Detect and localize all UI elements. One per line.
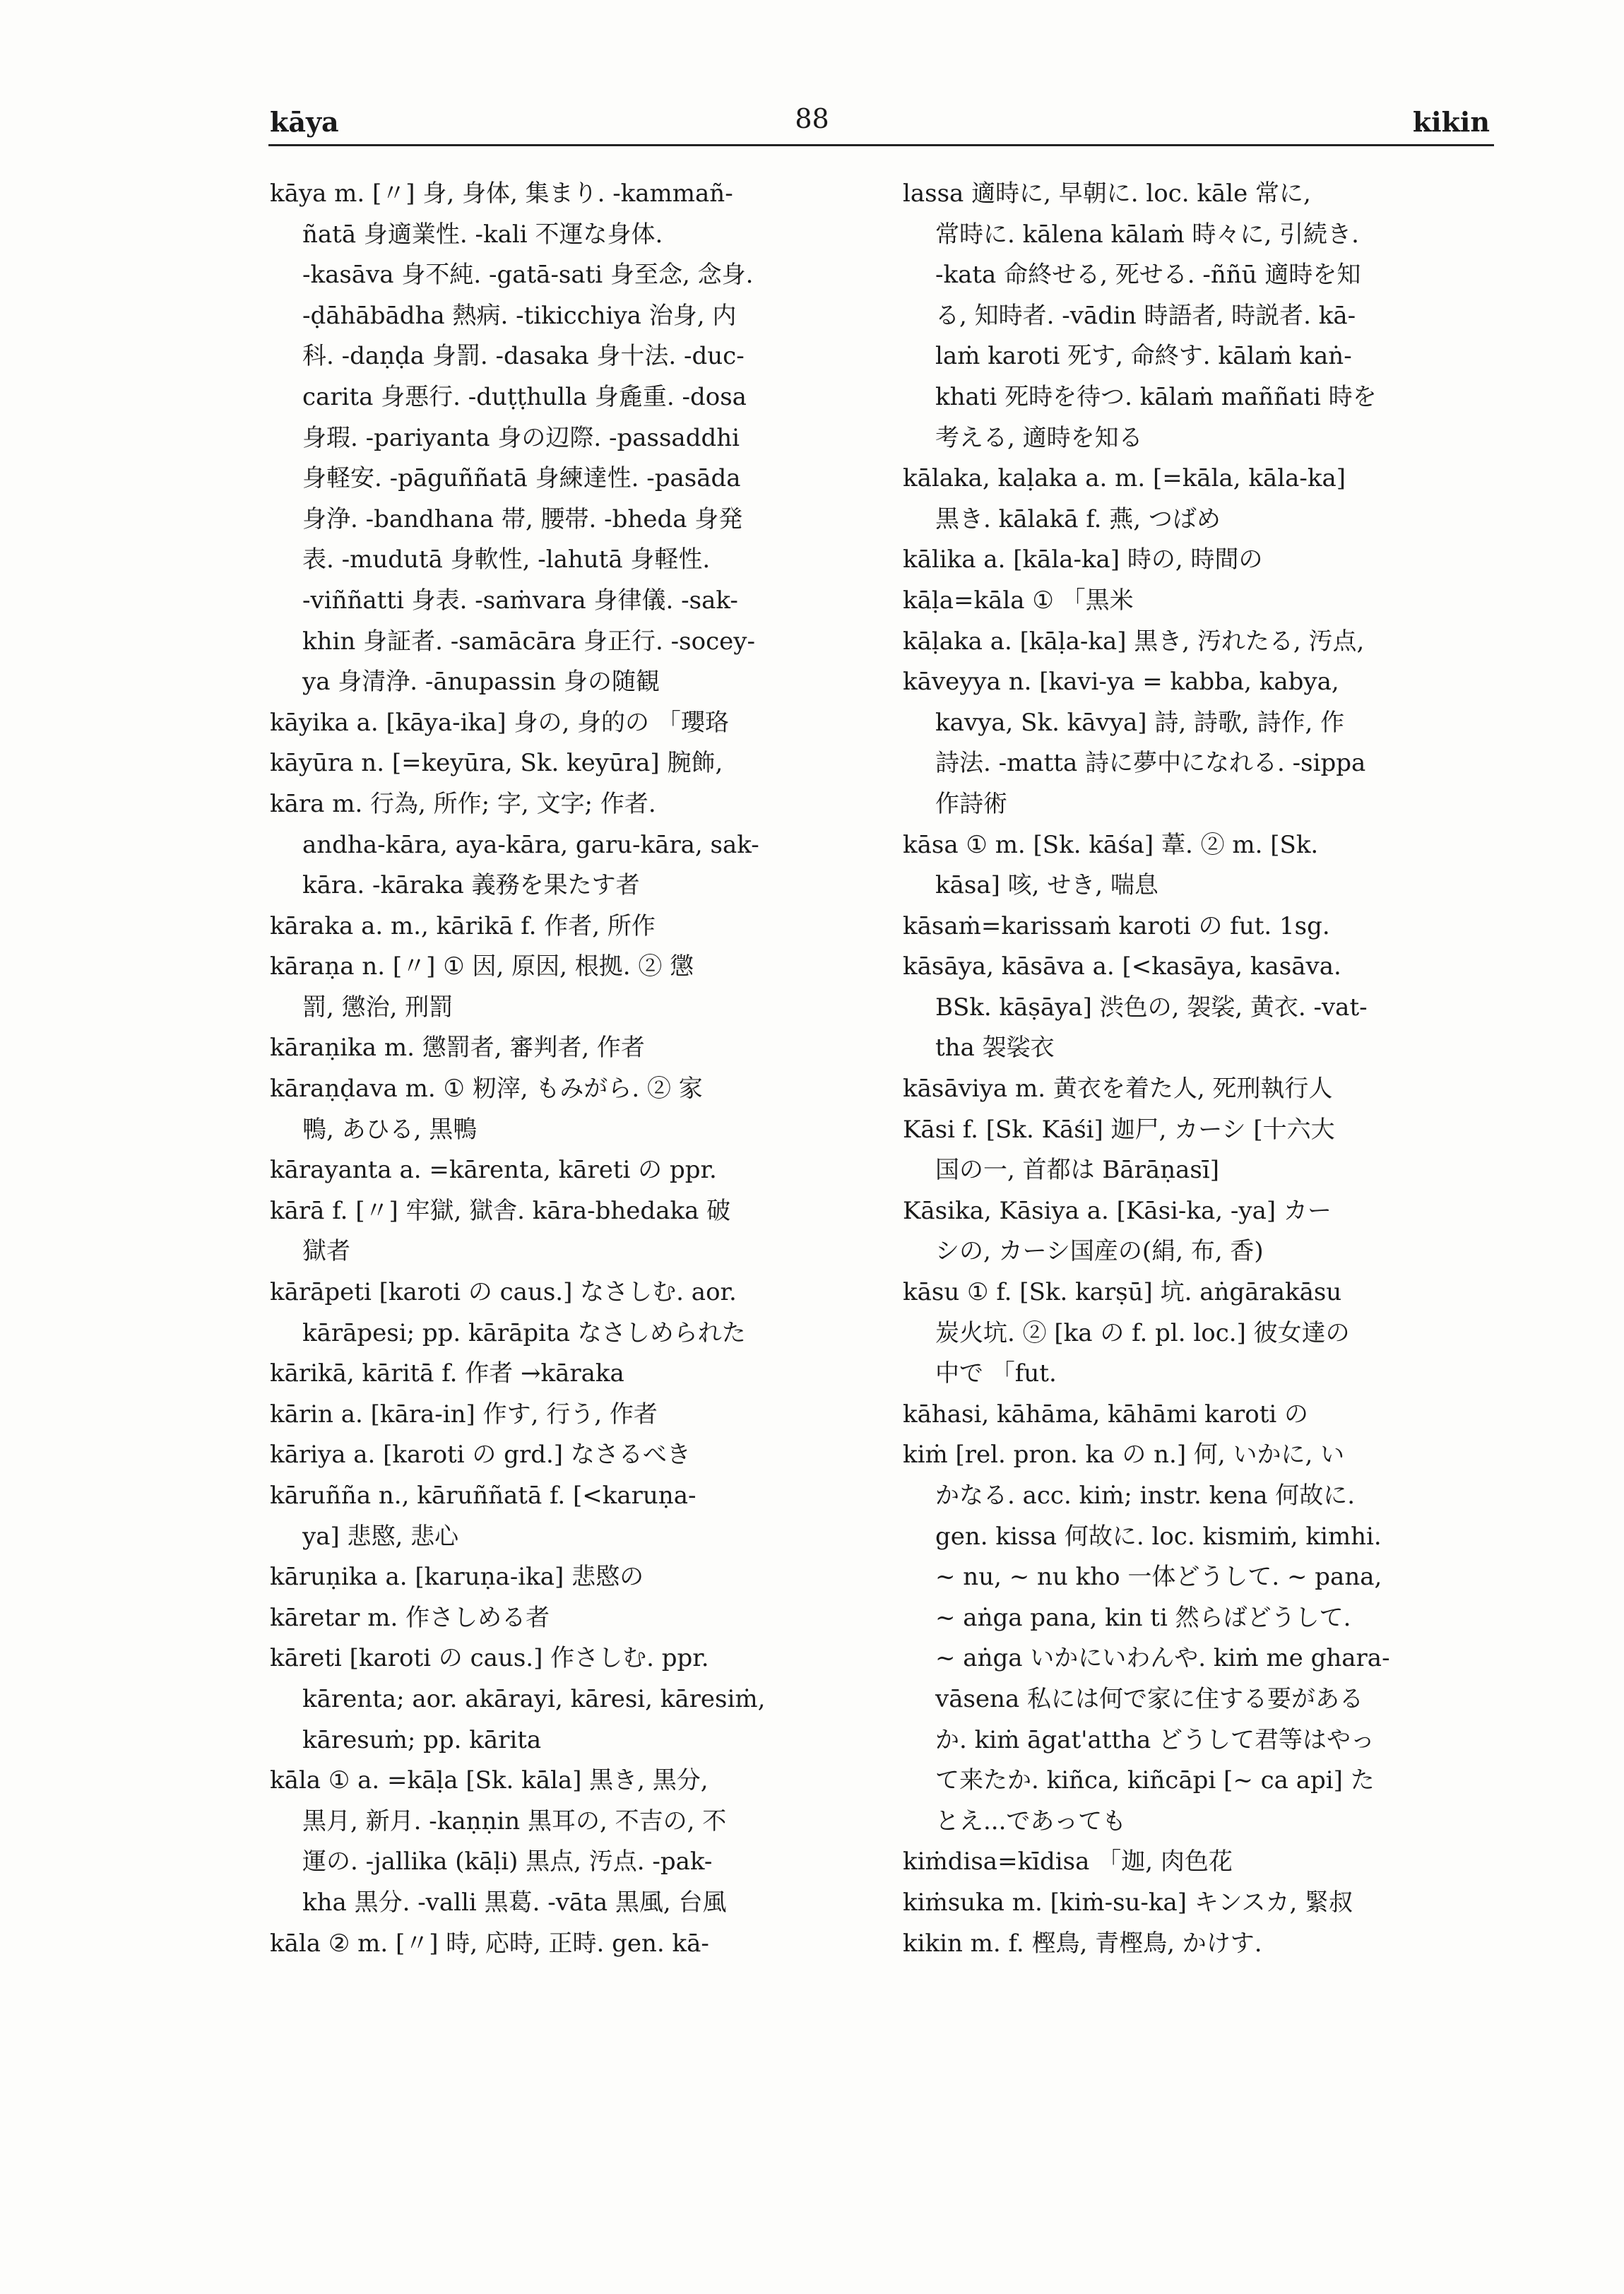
entry-headline: kāruṇika a. [karuṇa-ika] 悲愍の <box>270 1563 644 1592</box>
entry-headline: kārayanta a. =kārenta, kāreti の ppr. <box>270 1156 717 1185</box>
entry-continuation-line: ~ aṅga pana, kin ti 然らばどうして. <box>935 1603 1351 1632</box>
entry-headline: kiṁ [rel. pron. ka の n.] 何, いかに, い <box>903 1441 1345 1470</box>
entry-continuation-line: kāresuṁ; pp. kārita <box>302 1725 542 1754</box>
dictionary-entry <box>903 622 1503 663</box>
entry-headline: kārāpeti [karoti の caus.] なさしむ. aor. <box>270 1278 737 1307</box>
dictionary-entry <box>903 459 1503 540</box>
entry-continuation-line: 身浄. -bandhana 帯, 腰帯. -bheda 身発 <box>302 504 743 533</box>
entry-headline: Kāsi f. [Sk. Kāśi] 迦尸, カーシ [十六大 <box>903 1115 1335 1144</box>
dictionary-entry <box>903 540 1503 581</box>
entry-continuation-line: る, 知時者. -vādin 時語者, 時説者. kā- <box>935 301 1356 330</box>
entry-headline: kālika a. [kāla-ka] 時の, 時間の <box>903 545 1263 574</box>
entry-continuation-line: ya 身清浄. -ānupassin 身の随観 <box>302 668 660 697</box>
entry-continuation-line: か. kiṁ āgat'attha どうして君等はやっ <box>935 1725 1375 1754</box>
entry-continuation-line: 黒月, 新月. -kaṇṇin 黒耳の, 不吉の, 不 <box>302 1807 727 1835</box>
dictionary-entry <box>270 743 870 784</box>
entry-continuation-line: ~ nu, ~ nu kho 一体どうして. ~ pana, <box>935 1563 1382 1592</box>
entry-continuation-line: 罰, 懲治, 刑罰 <box>302 993 454 1022</box>
header-rule <box>268 144 1494 146</box>
dictionary-entry <box>270 1598 870 1639</box>
entry-headline: kārā f. [〃] 牢獄, 獄舎. kāra-bhedaka 破 <box>270 1196 731 1225</box>
entry-continuation-line: かなる. acc. kiṁ; instr. kena 何故に. <box>935 1482 1356 1510</box>
entry-headline: kāveyya n. [kavi-ya = kabba, kabya, <box>903 668 1339 697</box>
entry-continuation-line: carita 身悪行. -duṭṭhulla 身麁重. -dosa <box>302 382 747 411</box>
entry-headline: kāsaṁ=karissaṁ karoti の fut. 1sg. <box>903 911 1330 940</box>
dictionary-entry <box>270 703 870 744</box>
entry-continuation-line: 表. -mudutā 身軟性, -lahutā 身軽性. <box>302 545 711 574</box>
entry-continuation-line: BSk. kāṣāya] 渋色の, 袈裟, 黄衣. -vat- <box>935 993 1368 1022</box>
entry-continuation-line: kāsa] 咳, せき, 喘息 <box>935 871 1158 900</box>
entry-continuation-line: andha-kāra, aya-kāra, garu-kāra, sak- <box>302 830 759 859</box>
header-left-guideword: kāya <box>270 106 339 138</box>
entry-continuation-line: 身瑕. -pariyanta 身の辺際. -passaddhi <box>302 423 740 452</box>
entry-continuation-line: laṁ karoti 死す, 命終す. kālaṁ kaṅ- <box>935 342 1352 371</box>
entry-headline: kāretar m. 作さしめる者 <box>270 1603 550 1632</box>
entry-headline: kāra m. 行為, 所作; 字, 文字; 作者. <box>270 789 656 818</box>
entry-continuation-line: -kasāva 身不純. -gatā-sati 身至念, 念身. <box>302 261 754 290</box>
entry-continuation-line: て来たか. kiñca, kiñcāpi [~ ca api] た <box>935 1766 1375 1795</box>
dictionary-entry <box>270 1761 870 1923</box>
entry-headline: kāya m. [〃] 身, 身体, 集まり. -kammañ- <box>270 179 733 208</box>
dictionary-entry <box>270 1069 870 1150</box>
dictionary-entry <box>903 1395 1503 1436</box>
entry-continuation-line: ya] 悲愍, 悲心 <box>302 1522 459 1551</box>
entry-continuation-line: 身軽安. -pāguññatā 身練達性. -pasāda <box>302 464 741 493</box>
dictionary-entry <box>270 1476 870 1557</box>
dictionary-entry <box>903 174 1503 459</box>
dictionary-entry <box>270 174 870 703</box>
page-number: 88 <box>795 103 829 134</box>
entry-headline: kāḷa=kāla ① 「黒米 <box>903 586 1134 615</box>
dictionary-entry <box>903 662 1503 824</box>
entry-continuation-line: シの, カーシ国産の(絹, 布, 香) <box>935 1237 1264 1266</box>
dictionary-entry <box>903 1842 1503 1883</box>
entry-headline: kāyika a. [kāya-ika] 身の, 身的の 「瓔珞 <box>270 708 729 737</box>
entry-headline: kāsāya, kāsāva a. [<kasāya, kasāva. <box>903 952 1341 981</box>
entry-continuation-line: kavya, Sk. kāvya] 詩, 詩歌, 詩作, 作 <box>935 708 1345 737</box>
entry-headline: kāyūra n. [=keyūra, Sk. keyūra] 腕飾, <box>270 749 723 778</box>
entry-continuation-line: -viññatti 身表. -saṁvara 身律儀. -sak- <box>302 586 738 615</box>
dictionary-entry <box>270 784 870 906</box>
entry-continuation-line: 国の一, 首都は Bārāṇasī] <box>935 1156 1219 1185</box>
entry-headline: kālaka, kaḷaka a. m. [=kāla, kāla-ka] <box>903 464 1346 493</box>
dictionary-entry <box>270 1272 870 1354</box>
dictionary-entry <box>903 906 1503 947</box>
entry-continuation-line: ~ aṅga いかにいわんや. kiṁ me ghara- <box>935 1644 1390 1673</box>
dictionary-entry <box>270 1924 870 1965</box>
entry-headline: kāraṇika m. 懲罰者, 審判者, 作者 <box>270 1034 645 1063</box>
entry-headline: kāreti [karoti の caus.] 作さしむ. ppr. <box>270 1644 709 1673</box>
dictionary-entry <box>903 947 1503 1069</box>
dictionary-entry <box>903 1191 1503 1272</box>
entry-headline: kāriya a. [karoti の grd.] なさるべき <box>270 1441 691 1470</box>
dictionary-entry <box>903 581 1503 622</box>
entry-headline: kiṁdisa=kīdisa 「迦, 肉色花 <box>903 1847 1233 1876</box>
entry-continuation-line: 科. -daṇḍa 身罰. -dasaka 身十法. -duc- <box>302 342 745 371</box>
entry-headline: kārikā, kāritā f. 作者 →kāraka <box>270 1359 624 1388</box>
entry-continuation-line: 作詩術 <box>935 789 1007 818</box>
dictionary-entry <box>270 1557 870 1598</box>
entry-continuation-line: kāra. -kāraka 義務を果たす者 <box>302 871 640 900</box>
entry-continuation-line: 鴨, あひる, 黒鴨 <box>302 1115 478 1144</box>
entry-continuation-line: 中で 「fut. <box>935 1359 1057 1388</box>
dictionary-entry <box>270 1150 870 1191</box>
entry-continuation-line: 運の. -jallika (kāḷi) 黒点, 汚点. -pak- <box>302 1847 713 1876</box>
entry-headline: kāraka a. m., kārikā f. 作者, 所作 <box>270 911 656 940</box>
entry-continuation-line: 常時に. kālena kālaṁ 時々に, 引続き. <box>935 220 1359 249</box>
entry-continuation-line: kārenta; aor. akārayi, kāresi, kāresiṁ, <box>302 1684 766 1713</box>
entry-continuation-line: kārāpesi; pp. kārāpita なさしめられた <box>302 1318 746 1347</box>
entry-headline: Kāsika, Kāsiya a. [Kāsi-ka, -ya] カー <box>903 1196 1332 1225</box>
dictionary-entry <box>903 1272 1503 1395</box>
dictionary-entry <box>270 1638 870 1761</box>
dictionary-entry <box>270 1395 870 1436</box>
entry-continuation-line: tha 袈裟衣 <box>935 1034 1055 1063</box>
entry-headline: kāruñña n., kāruññatā f. [<karuṇa- <box>270 1482 697 1510</box>
entry-continuation-line: 黒き. kālakā f. 燕, つばめ <box>935 504 1221 533</box>
dictionary-entry <box>903 825 1503 906</box>
entry-continuation-line: khin 身証者. -samācāra 身正行. -socey- <box>302 627 755 656</box>
entry-continuation-line: 考える, 適時を知る <box>935 423 1143 452</box>
dictionary-entry <box>903 1883 1503 1924</box>
entry-continuation-line: -ḍāhābādha 熱病. -tikicchiya 治身, 内 <box>302 301 737 330</box>
entry-headline: kāla ① a. =kāḷa [Sk. kāla] 黒き, 黒分, <box>270 1766 709 1795</box>
dictionary-entry <box>903 1924 1503 1965</box>
entry-continuation-line: khati 死時を待つ. kālaṁ maññati 時を <box>935 382 1377 411</box>
header-right-guideword: kikin <box>1412 106 1490 138</box>
entry-headline: kāḷaka a. [kāḷa-ka] 黒き, 汚れたる, 汚点, <box>903 627 1365 656</box>
entry-headline: kāla ② m. [〃] 時, 応時, 正時. gen. kā- <box>270 1929 709 1958</box>
dictionary-entry <box>270 1435 870 1476</box>
entry-headline: kārin a. [kāra-in] 作す, 行う, 作者 <box>270 1400 658 1429</box>
entry-continuation-line: -kata 命終せる, 死せる. -ññū 適時を知 <box>935 261 1361 290</box>
entry-continuation-line: 獄者 <box>302 1237 350 1266</box>
dictionary-entry <box>903 1069 1503 1110</box>
dictionary-entry <box>270 1354 870 1395</box>
entry-headline: kāhasi, kāhāma, kāhāmi karoti の <box>903 1400 1309 1429</box>
left-column <box>270 174 870 1964</box>
entry-headline: lassa 適時に, 早朝に. loc. kāle 常に, <box>903 179 1311 208</box>
entry-headline: kikin m. f. 樫鳥, 青樫鳥, かけす. <box>903 1929 1262 1958</box>
dictionary-entry <box>903 1110 1503 1191</box>
dictionary-entry <box>270 947 870 1028</box>
entry-continuation-line: vāsena 私には何で家に住する要がある <box>935 1684 1364 1713</box>
entry-continuation-line: ñatā 身適業性. -kali 不運な身体. <box>302 220 663 249</box>
entry-continuation-line: gen. kissa 何故に. loc. kismiṁ, kimhi. <box>935 1522 1382 1551</box>
dictionary-entry <box>270 906 870 947</box>
entry-continuation-line: 炭火坑. ② [ka の f. pl. loc.] 彼女達の <box>935 1318 1350 1347</box>
entry-headline: kāraṇḍava m. ① 籾滓, もみがら. ② 家 <box>270 1075 703 1104</box>
entry-headline: kāraṇa n. [〃] ① 因, 原因, 根拠. ② 懲 <box>270 952 694 981</box>
entry-continuation-line: kha 黒分. -valli 黒葛. -vāta 黒風, 台風 <box>302 1888 727 1917</box>
entry-headline: kāsa ① m. [Sk. kāśa] 葦. ② m. [Sk. <box>903 830 1319 859</box>
entry-headline: kiṁsuka m. [kiṁ-su-ka] キンスカ, 緊叔 <box>903 1888 1353 1917</box>
entry-headline: kāsu ① f. [Sk. karṣū] 坑. aṅgārakāsu <box>903 1278 1342 1307</box>
entry-headline: kāsāviya m. 黄衣を着た人, 死刑執行人 <box>903 1075 1333 1104</box>
right-column <box>903 174 1503 1964</box>
dictionary-entry <box>270 1191 870 1272</box>
entry-continuation-line: 詩法. -matta 詩に夢中になれる. -sippa <box>935 749 1366 778</box>
dictionary-entry <box>903 1435 1503 1842</box>
entry-continuation-line: とえ...であっても <box>935 1807 1127 1835</box>
dictionary-entry <box>270 1028 870 1069</box>
